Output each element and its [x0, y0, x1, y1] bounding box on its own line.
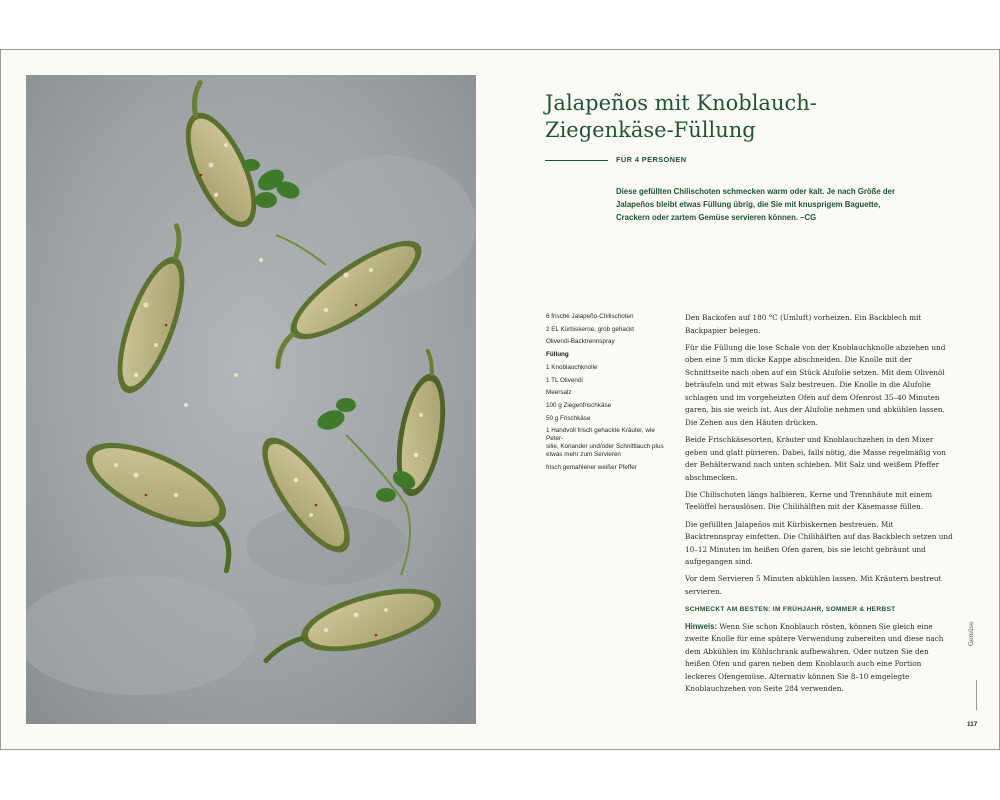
intro-line-2: Jalapeños bleibt etwas Füllung übrig, die Sie mit knusprigem Baguette,	[616, 199, 881, 209]
section-tab: Gemüse	[968, 621, 975, 646]
title-line-1: Jalapeños mit Knoblauch-	[545, 91, 817, 115]
ingredient-list	[546, 313, 671, 476]
title-line-2: Ziegenkäse-Füllung	[545, 118, 756, 142]
book-spread	[0, 49, 1000, 750]
method-step: Die Chilischoten längs halbieren, Kerne und Trennhäute mit einem Teelöffel herauslösen. Die Chilihälften mit der Käsemasse füllen.	[685, 489, 932, 512]
herbs-line-1: 1 Handvoll frisch gehackte Kräuter, wie Peter-	[546, 427, 655, 443]
method-step: Für die Füllung die lose Schale von der Knoblauchknolle abziehen und oben eine 5 mm dicke Kappe abschneiden. Die Knolle mit der Schnittseite nach oben auf ein Stück Alufolie setzen. Mit dem Olivenöl beträufeln und mit etwas Salz bestreuen. Die Knolle in die Alufolie schlagen und im vorgeheizten Ofen auf dem Ofenrost 35–40 Minuten garen, bis sie weich ist. Aus der Alufolie nehmen und abkühlen lassen. Die Zehen aus den Häuten drücken.	[685, 342, 946, 427]
ingredient-item: frisch gemahlener weißer Pfeffer	[546, 463, 637, 471]
filling-heading: Füllung	[546, 351, 569, 359]
recipe-intro	[616, 186, 916, 224]
method-step: Die gefüllten Jalapeños mit Kürbiskernen bestreuen. Mit Backtrennspray einfetten. Die Chilihälften auf das Backblech setzen und 10–12 Minuten im heißen Ofen garen, bis sie leicht gebräunt und aufgegangen sind.	[685, 519, 953, 567]
ingredient-item: Meersalz	[546, 389, 572, 397]
method-step: Vor dem Servieren 5 Minuten abkühlen lassen. Mit Kräutern bestreut servieren.	[685, 574, 942, 596]
ingredient-item: 1 TL Olivenöl	[546, 376, 583, 384]
page-number: 117	[967, 721, 978, 728]
ingredient-item: 100 g Ziegenfrischkäse	[546, 401, 612, 409]
note-text: Wenn Sie schon Knoblauch rösten, können Sie gleich eine zweite Knolle für eine spätere Verwendung zubereiten und diese nach dem Abkühlen im Kühlschrank aufbewahren. Oder nutzen Sie den heißen Ofen und garen neben dem Knoblauch auch eine Portion leckeres Ofengemüse. Alternativ können Sie 8–10 eingelegte Knoblauchzehen von Seite 284 verwenden.	[685, 621, 944, 694]
herbs-line-2: silie, Koriander und/oder Schnittlauch plus	[546, 443, 664, 451]
intro-line-3: Crackern oder zartem Gemüse servieren können. –CG	[616, 212, 817, 222]
best-season: SCHMECKT AM BESTEN: IM FRÜHJAHR, SOMMER & HERBST	[685, 606, 896, 614]
method-step: Den Backofen auf 180 °C (Umluft) vorheizen. Ein Backblech mit Backpapier belegen.	[685, 313, 922, 335]
method-step: Beide Frischkäsesorten, Kräuter und Knoblauchzehen in den Mixer geben und glatt pürieren. Dabei, falls nötig, die Masse regelmäßig von der Behälterwand nach unten schieben. Mit Salz und weißem Pfeffer abschmecken.	[685, 435, 946, 482]
recipe-title	[545, 90, 945, 144]
servings-rule	[545, 160, 608, 161]
recipe-photo	[26, 75, 476, 724]
ingredient-item: 50 g Frischkäse	[546, 414, 591, 422]
servings-label: FÜR 4 PERSONEN	[616, 155, 687, 164]
intro-line-1: Diese gefüllten Chilischoten schmecken warm oder kalt. Je nach Größe der	[616, 187, 896, 196]
ingredient-item: 2 EL Kürbiskerne, grob gehackt	[546, 325, 634, 333]
recipe-note	[685, 621, 953, 696]
method-steps	[685, 312, 953, 701]
ingredient-item: 6 frische Jalapeño-Chilischoten	[546, 313, 634, 320]
section-tab-rule	[976, 680, 977, 710]
note-label: Hinweis:	[685, 621, 718, 631]
ingredient-item: Olivenöl-Backtrennspray	[546, 338, 615, 346]
herbs-line-3: etwas mehr zum Servieren	[546, 451, 621, 459]
ingredient-item-herbs	[546, 427, 671, 459]
ingredient-item: 1 Knoblauchknolle	[546, 364, 598, 372]
